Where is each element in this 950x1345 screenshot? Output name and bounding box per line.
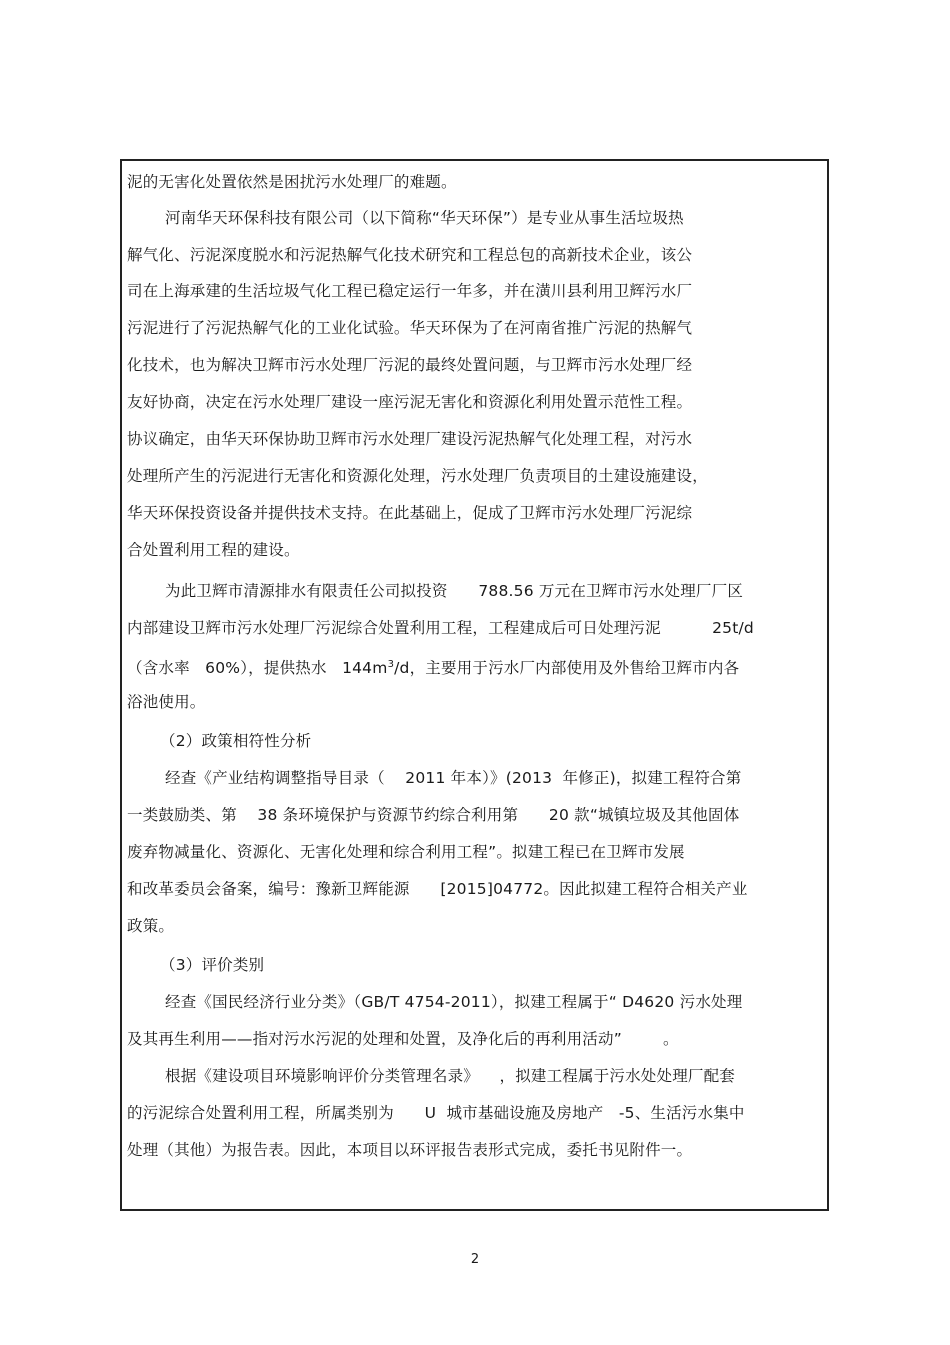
text-line: 的污泥综合处置利用工程，所属类别为 U 城市基础设施及房地产 -5、生活污水集中 — [127, 1104, 745, 1122]
text-line: 废弃物减量化、资源化、无害化处理和综合利用工程”。拟建工程已在卫辉市发展 — [127, 843, 685, 861]
text-line: 河南华天环保科技有限公司（以下简称“华天环保”）是专业从事生活垃圾热 — [165, 209, 684, 227]
text-line: 污泥进行了污泥热解气化的工业化试验。华天环保为了在河南省推广污泥的热解气 — [127, 319, 693, 337]
text-line: 司在上海承建的生活垃圾气化工程已稳定运行一年多，并在潢川县利用卫辉污水厂 — [127, 282, 693, 300]
text-line: 浴池使用。 — [127, 693, 206, 711]
text-line: 华天环保投资设备并提供技术支持。在此基础上，促成了卫辉市污水处理厂污泥综 — [127, 504, 693, 522]
text-line: 泥的无害化处置依然是困扰污水处理厂的难题。 — [127, 173, 457, 191]
text-line: 经查《产业结构调整指导目录（ 2011 年本）》(2013 年修正)，拟建工程符合第 — [165, 769, 742, 787]
content-frame — [120, 159, 829, 1211]
text-line: 根据《建设项目环境影响评价分类管理名录》 ，拟建工程属于污水处处理厂配套 — [165, 1067, 736, 1085]
text-line: 协议确定，由华天环保协助卫辉市污水处理厂建设污泥热解气化处理工程，对污水 — [127, 430, 693, 448]
text-line: 经查《国民经济行业分类》（GB/T 4754-2011），拟建工程属于“ D4620 污水处理 — [165, 993, 743, 1011]
text-segment: （含水率 60%），提供热水 144m — [127, 659, 388, 678]
text-line: 处理所产生的污泥进行无害化和资源化处理，污水处理厂负责项目的土建设施建设， — [127, 467, 708, 485]
text-line — [127, 655, 739, 678]
section-heading: （2）政策相符性分析 — [160, 732, 312, 750]
text-segment: /d，主要用于污水厂内部使用及外售给卫辉市内各 — [394, 659, 740, 678]
text-line: 处理（其他）为报告表。因此，本项目以环评报告表形式完成，委托书见附件一。 — [127, 1141, 693, 1159]
superscript: 3 — [387, 659, 395, 670]
text-line: 友好协商，决定在污水处理厂建设一座污泥无害化和资源化利用处置示范性工程。 — [127, 393, 693, 411]
text-line: 和改革委员会备案，编号：豫新卫辉能源 [2015]04772。因此拟建工程符合相关产业 — [127, 880, 748, 898]
text-line: 一类鼓励类、第 38 条环境保护与资源节约综合利用第 20 款“城镇垃圾及其他固体 — [127, 806, 740, 824]
section-heading: （3）评价类别 — [160, 956, 265, 974]
text-line: 及其再生利用——指对污水污泥的处理和处置，及净化后的再利用活动” 。 — [127, 1030, 679, 1048]
text-line: 政策。 — [127, 917, 175, 935]
text-line: 内部建设卫辉市污水处理厂污泥综合处置利用工程，工程建成后可日处理污泥 25t/d — [127, 619, 754, 637]
text-line: 合处置利用工程的建设。 — [127, 541, 300, 559]
text-line: 解气化、污泥深度脱水和污泥热解气化技术研究和工程总包的高新技术企业，该公 — [127, 246, 693, 264]
text-line: 化技术，也为解决卫辉市污水处理厂污泥的最终处置问题，与卫辉市污水处理厂经 — [127, 356, 693, 374]
text-line: 为此卫辉市清源排水有限责任公司拟投资 788.56 万元在卫辉市污水处理厂厂区 — [165, 582, 744, 600]
page-number: 2 — [470, 1252, 480, 1267]
